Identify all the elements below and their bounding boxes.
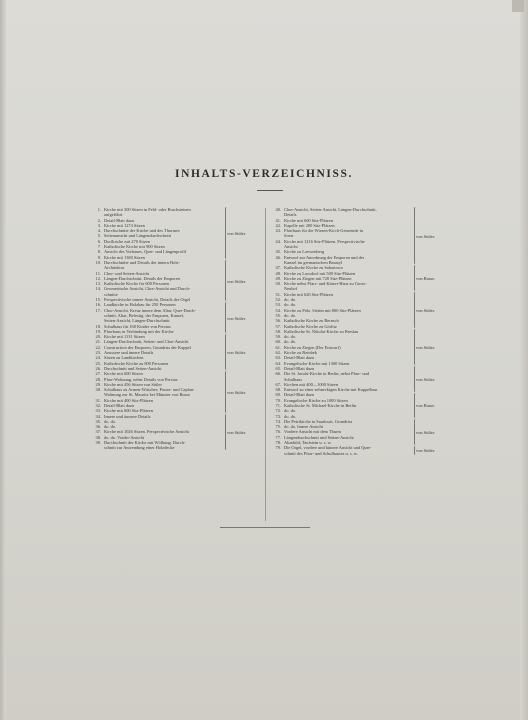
toc-entry-number: 14. <box>95 286 101 292</box>
toc-entry-title: Längen-Durchschnitt, Seiten- und Chor-Ansicht <box>104 339 189 345</box>
toc-entry-number: 19. <box>95 328 101 334</box>
toc-entry-number: 74. <box>275 418 281 424</box>
attribution-label: von Stüler. <box>227 278 247 284</box>
toc-entry-title: Kirche zu Pölz. Stettin mit 800 Sitz-Plätzen <box>284 307 361 313</box>
toc-entry-title: Neuhof <box>284 286 298 292</box>
toc-entry-title: Kirche mit 620 Sitz-Plätzen <box>284 291 333 297</box>
toc-entry-number: 39. <box>95 440 101 446</box>
toc-entry-title: Seiten-Ansicht, Längen-Durchschnitt <box>104 318 170 324</box>
toc-entry-title: Katholische Kirche zu Sabartowo <box>284 265 344 271</box>
toc-entry-number: 9. <box>97 254 101 260</box>
toc-entry-number: 11. <box>95 270 101 276</box>
toc-entry-title: do. do. Vorder-Ansicht <box>104 434 144 440</box>
toc-entry-title: Landkirche in Holzbau für 250 Personen <box>104 302 176 308</box>
toc-entry-number: 38. <box>95 434 101 440</box>
toc-entry-title: Ansicht <box>284 244 298 250</box>
attribution-label: von Busse. <box>416 403 436 409</box>
toc-entry-title: Kanzel im germanischen Baustyl <box>284 259 343 265</box>
toc-entry-number: 45. <box>275 249 281 255</box>
toc-entry-number: 26. <box>95 365 101 371</box>
toc-entry-number: 34. <box>95 413 101 419</box>
toc-entry-title: Kirche mit 300 Sitzen in Feld- oder Bruchsteinen <box>104 207 191 212</box>
toc-entry-title: Katholische Kirche zu 800 Personen <box>104 360 169 366</box>
toc-entry-title: Durchschnitt und Seiten-Ansicht <box>104 365 162 371</box>
toc-entry-title: Durchschnitt der Kirche mit Wölbung. Durch- <box>104 440 186 446</box>
toc-entry-title: Kirchen mit 400—1000 Sitzen <box>284 381 339 387</box>
toc-entry-number: 78. <box>275 440 281 446</box>
toc-entry-title: Vordere Ansicht mit dem Thurm <box>284 429 341 435</box>
toc-entry-number: 54. <box>275 307 281 313</box>
toc-entry-title: aufgeführt <box>104 212 123 218</box>
attribution-label: von Stüler. <box>416 233 436 239</box>
toc-entry-title: Wohnung zur St. Mauritz bei Münster von Busse <box>104 392 190 398</box>
toc-entry-title: Die Petrikirche in Saarlouis. Grundriss <box>284 418 353 424</box>
toc-entry-number: 55. <box>275 312 281 318</box>
toc-entry-number: 22. <box>95 344 101 350</box>
toc-entry-number: 23. <box>95 350 101 356</box>
toc-entry-title: Pfarrhaus für die Wiesen-Kirch-Gemeinde in <box>284 228 363 234</box>
toc-entry-number: 47. <box>275 265 281 271</box>
toc-left-column <box>88 207 264 451</box>
toc-entry-number: 37. <box>95 429 101 435</box>
toc-entry-title: schnitt zur Anwendung einer Holzdecke <box>104 445 175 451</box>
toc-entry-title: Kirche zu Ziegen (Der Entwurf) <box>284 344 341 350</box>
toc-entry-title: schnitt des Pfarr- und Schulhauses u. s. w. <box>284 450 358 456</box>
toc-entry-title: do. do. <box>284 339 297 345</box>
toc-entry-title: Kirche mit 1380 Sitzen <box>104 254 145 260</box>
attribution-label: von Stüler. <box>227 389 247 395</box>
toc-entry-title: Kirche nebst Pfarr- und Küster-Haus zu Gross- <box>284 281 367 287</box>
toc-entry <box>88 445 264 450</box>
bottom-rule <box>220 527 310 528</box>
toc-entry-number: 66. <box>275 371 281 377</box>
toc-entry-title: Dorfkirche mit 270 Sitzen <box>104 238 150 244</box>
toc-entry-number: 21. <box>95 339 101 345</box>
toc-entry-number: 31. <box>95 397 101 403</box>
toc-entry-title: do. do. <box>284 302 297 308</box>
toc-entry-title: Katholische St. Michael-Kirche in Berlin <box>284 402 357 408</box>
toc-entry-number: 41. <box>275 217 281 223</box>
toc-entry-title: Katholische Kirche zu Bernsch <box>284 318 339 324</box>
toc-entry-title: Pfarrhaus in Verbindung mit der Kirche <box>104 328 174 334</box>
toc-entry-title: Chor-Ansicht, Kreuz innere dem Altar, Quer-Durch- <box>104 307 196 313</box>
toc-entry-title: Längendurchschnitt und Seiten-Ansicht <box>284 434 354 440</box>
toc-entry-title: Kirche zu Ziegen mit 720 Sitz-Plätzen <box>284 275 352 281</box>
attribution-label: von Stüler. <box>227 315 247 321</box>
toc-entry-number: 30. <box>95 387 101 393</box>
toc-entry-title: Durchschnitte der Kirche und des Thurmes <box>104 228 180 234</box>
toc-entry-number: 1. <box>97 207 101 212</box>
attribution-label: von Stüler. <box>227 350 247 356</box>
attribution-label: von Stüler. <box>416 307 436 313</box>
toc-entry-number: 79. <box>275 445 281 451</box>
toc-entry-number: 43. <box>275 228 281 234</box>
toc-entry-title: Katholische Kirche mit 900 Sitzen <box>104 244 165 250</box>
toc-entry-title: Entwurf zu einer zehneckigen Kirche mit Kuppelbau <box>284 387 377 393</box>
toc-entry-title: Kirche zu Loosdorf mit 500 Sitz-Plätzen <box>284 270 356 276</box>
toc-entry-number: 50. <box>275 281 281 287</box>
toc-entry-title: Kirche zu Loewenberg <box>284 249 325 255</box>
toc-entry-number: 60. <box>275 339 281 345</box>
toc-entry-number: 18. <box>95 323 101 329</box>
toc-entry-number: 33. <box>95 408 101 414</box>
attribution-label: von Stüler. <box>416 448 436 454</box>
toc-entry-number: 15. <box>95 297 101 303</box>
page-right-edge <box>520 0 528 720</box>
toc-entry-title: Architektur <box>104 265 125 271</box>
toc-entry-number: 2. <box>97 217 101 223</box>
toc-entry-title: Die Orgel, vordere und hintere Ansicht und Quer- <box>284 445 372 451</box>
toc-entry-number: 36. <box>95 424 101 430</box>
toc-entry-number <box>268 451 284 456</box>
toc-entry-number: 52. <box>275 297 281 303</box>
title-underline <box>257 190 283 191</box>
toc-entry-title: Aeussere und innere Details <box>104 350 154 356</box>
toc-entry-title: Soest <box>284 233 294 239</box>
attribution-label: von Stüler. <box>416 376 436 382</box>
toc-entry-title: Detail-Blatt dazu <box>284 355 315 361</box>
toc-entry-number: 4. <box>97 228 101 234</box>
toc-entry-number: 51. <box>275 291 281 297</box>
column-divider <box>265 208 266 521</box>
toc-entry-number: 58. <box>275 328 281 334</box>
attribution-label: von Stüler. <box>416 344 436 350</box>
toc-entry-title: Evangelische Kirche mit 1300 Sitzen <box>284 360 350 366</box>
toc-entry-number: 10. <box>95 259 101 265</box>
toc-entry-title: Chor- und Seiten-Ansicht <box>104 270 150 276</box>
toc-entry-number: 8. <box>97 249 101 255</box>
toc-entry-title: Seitenansicht und Längendurchschnitt <box>104 233 172 239</box>
toc-entry-title: Details <box>284 212 297 218</box>
toc-entry-number: 7. <box>97 244 101 250</box>
toc-entry-title: Kirche mit 1274 Sitzen <box>104 222 145 228</box>
toc-entry-title: Kirche mit 600 Sitzen <box>104 371 143 377</box>
toc-entry-title: Die St. Jacobi-Kirche in Berlin, nebst Pfarr- und <box>284 371 369 377</box>
attribution-label: von Stüler. <box>416 429 436 435</box>
toc-entry-number: 20. <box>95 334 101 340</box>
toc-entry-number: 56. <box>275 318 281 324</box>
toc-entry-number: 63. <box>275 355 281 361</box>
toc-entry-number: 69. <box>275 392 281 398</box>
toc-entry-title: Detail-Blatt dazu <box>284 392 315 398</box>
toc-entry-number: 53. <box>275 302 281 308</box>
toc-entry-number <box>88 445 104 450</box>
toc-entry-number: 32. <box>95 402 101 408</box>
toc-entry-title: Kirche zu Reinbek <box>284 350 317 356</box>
toc-entry-number: 71. <box>275 402 281 408</box>
toc-entry-number: 76. <box>275 429 281 435</box>
toc-entry-title: Durchschnitte und Details der innern Holz- <box>104 259 180 265</box>
toc-entry-number: 48. <box>275 270 281 276</box>
toc-entry-title: Katholische Kirche für 600 Personen <box>104 281 170 287</box>
toc-entry-number: 67. <box>275 381 281 387</box>
toc-entry-number: 28. <box>95 376 101 382</box>
toc-entry-number: 61. <box>275 344 281 350</box>
toc-entry-title: Kirche mit 1131 Sitzen <box>104 334 145 340</box>
toc-entry-number: 49. <box>275 275 281 281</box>
toc-entry-number: 62. <box>275 350 281 356</box>
toc-entry-number: 12. <box>95 275 101 281</box>
toc-entry-title: Kirche mit 600 Sitz-Plätzen <box>284 217 333 223</box>
toc-entry-title: Entwurf zur Anordnung der Emporen und der <box>284 254 365 260</box>
toc-entry-number: 27. <box>95 371 101 377</box>
attribution-label: von Stüler. <box>227 429 247 435</box>
toc-entry-title: Kapelle mit 200 Sitz-Plätzen <box>284 222 335 228</box>
toc-entry-title: do. do. <box>104 424 117 430</box>
toc-entry-title: Kirche mit 1216 Sitz-Plätzen. Perspectivische <box>284 238 365 244</box>
toc-entry-title: schnitte <box>104 291 118 297</box>
toc-entry-title: Detail-Blatt dazu <box>104 402 135 408</box>
toc-entry-title: Construction der Emporen, Grundriss der Kuppel <box>104 344 191 350</box>
toc-entry-title: Kirche mit 1026 Sitzen. Perspectivische Ansicht <box>104 429 189 435</box>
toc-entry-title: do. do. <box>104 418 117 424</box>
toc-entry-number: 59. <box>275 334 281 340</box>
toc-entry-title: do. do. Innere Ansicht <box>284 424 323 430</box>
toc-entry-number: 46. <box>275 254 281 260</box>
toc-entry-title: Innere und äussere Details <box>104 413 151 419</box>
toc-entry-title: do. do. <box>284 413 297 419</box>
attribution-label: von Stüler. <box>227 230 247 236</box>
toc-entry-number: 42. <box>275 222 281 228</box>
toc-entry-number: 17. <box>95 307 101 313</box>
toc-entry-title: Katholische St. Nikolai-Kirche zu Breslau <box>284 328 359 334</box>
toc-entry-title: Kirche mit 456 Sitzen von Stüler <box>104 381 162 387</box>
page-title: INHALTS-VERZEICHNISS. <box>175 168 353 180</box>
toc-entry-title: schnitt, Altar, Befestig. der Emporen, Kanzel, <box>104 312 185 318</box>
toc-right-column <box>268 207 450 456</box>
toc-entry-number: 3. <box>97 222 101 228</box>
toc-entry-title: Pfarr-Wohnung, nebst Details von Persius <box>104 376 178 382</box>
toc-entry-title: Perspectivische innere Ansicht, Details der Orgel <box>104 297 191 303</box>
toc-entry-title: Schulhaus zu Armen-Wäscher; Pastor- und Caplan- <box>104 387 195 393</box>
toc-entry-title: Ansicht des Vorbaues, Quer- und Längenprofil <box>104 249 186 255</box>
toc-entry-title: Detail-Blatt dazu <box>284 365 315 371</box>
toc-entry-title: Schulhaus <box>284 376 303 382</box>
toc-entry-title: Schulhaus für 160 Kinder von Persius <box>104 323 171 329</box>
toc-entry-number: 73. <box>275 413 281 419</box>
toc-entry-number: 5. <box>97 233 101 239</box>
toc-entry-number: 75. <box>275 424 281 430</box>
toc-entry-title: do. do. <box>284 408 297 414</box>
toc-entry-number: 29. <box>95 381 101 387</box>
toc-entry-title: do. do. <box>284 297 297 303</box>
toc-entry-number: 72. <box>275 408 281 414</box>
toc-entry-number: 6. <box>97 238 101 244</box>
toc-entry-number: 57. <box>275 323 281 329</box>
page-corner <box>512 0 524 12</box>
toc-entry-number: 64. <box>275 360 281 366</box>
toc-entry-title: Längen-Durchschnitt. Details der Emporen <box>104 275 180 281</box>
toc-entry-number: 44. <box>275 238 281 244</box>
toc-entry-number: 35. <box>95 418 101 424</box>
toc-entry-number: 70. <box>275 397 281 403</box>
toc-entry-title: Evangelische Kirche zu 1000 Sitzen <box>284 397 348 403</box>
toc-entry-number: 24. <box>95 355 101 361</box>
toc-entry-number: 25. <box>95 360 101 366</box>
toc-entry-number: 68. <box>275 387 281 393</box>
toc-entry-number: 16. <box>95 302 101 308</box>
attribution-label: von Busse. <box>416 275 436 281</box>
toc-entry-title: Altarbild, Taufstein u. s. w. <box>284 440 332 446</box>
toc-entry-title: Detail-Blatt dazu <box>104 217 135 223</box>
toc-entry-title: Sitzen zu Landkirchen <box>104 355 144 361</box>
toc-entry-title: Kirche mit 400 Sitz-Plätzen <box>104 397 153 403</box>
toc-entry-number: 77. <box>275 434 281 440</box>
toc-entry-title: Katholische Kirche zu Görlitz <box>284 323 337 329</box>
toc-entry-number: 13. <box>95 281 101 287</box>
page-left-edge <box>0 0 6 720</box>
toc-entry-number: 40. <box>275 207 281 212</box>
toc-entry-title: Chor-Ansicht, Seiten-Ansicht, Längen-Durchschnitt, <box>284 207 377 212</box>
toc-entry-number: 65. <box>275 365 281 371</box>
toc-entry-title: Kirche mit 600 Sitz-Plätzen <box>104 408 153 414</box>
toc-entry-title: do. do. <box>284 334 297 340</box>
toc-entry-title: Geometrische Ansicht, Chor-Ansicht und Durch- <box>104 286 191 292</box>
toc-entry-title: do. do. <box>284 312 297 318</box>
